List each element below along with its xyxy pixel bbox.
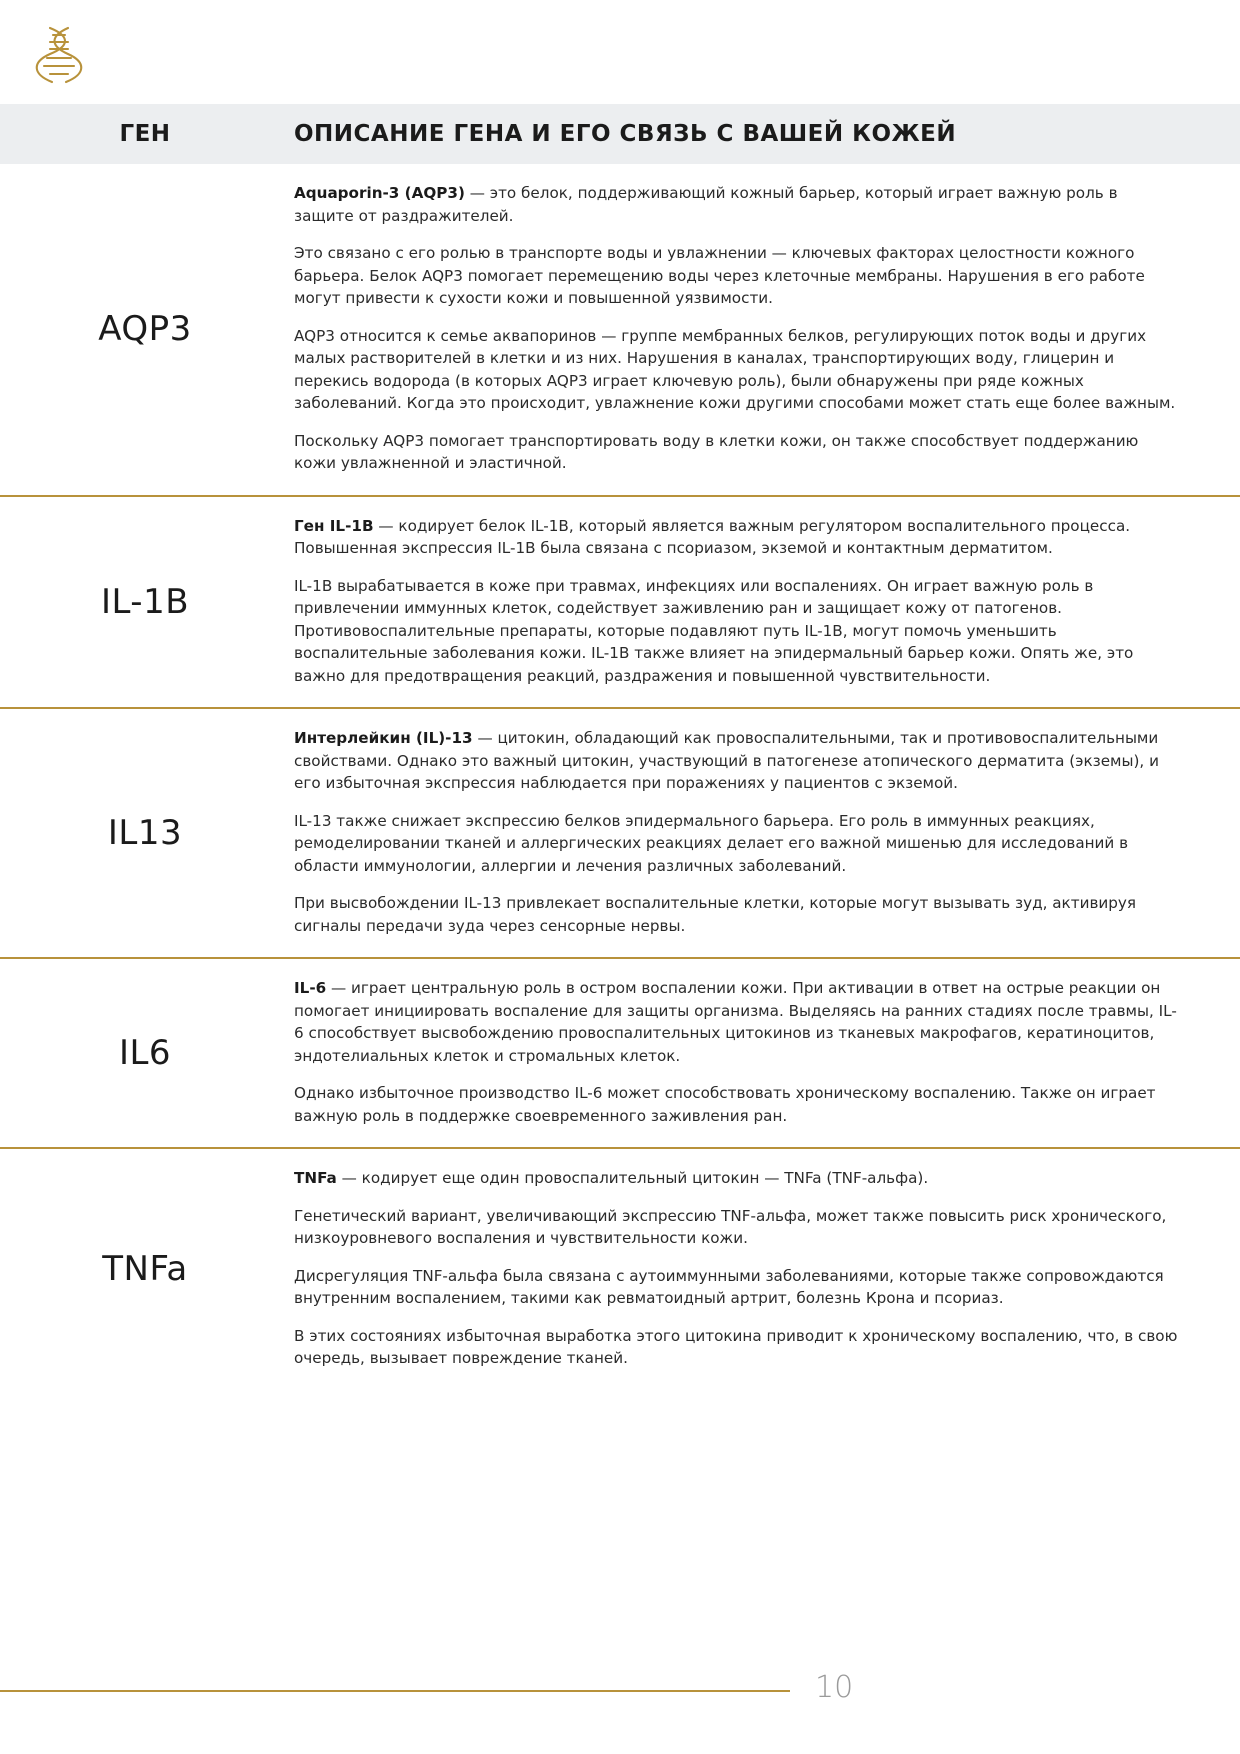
paragraph-text: AQP3 относится к семье аквапоринов — группе мембранных белков, регулирующих поток воды и других малых растворителей в клетки и из них. Нарушения в каналах, транспортирующих воду, глицерин и перекись водорода (в которых AQP3 играет ключевую роль), были обнаружены при ряде кожных заболеваний. Когда это происходит, увлажнение кожи другими способами может стать еще более важным. xyxy=(294,326,1176,412)
column-header-gene: ГЕН xyxy=(119,121,171,147)
page-footer xyxy=(0,1670,1240,1710)
description-paragraph xyxy=(294,977,1182,1067)
description-paragraph xyxy=(294,1167,1182,1190)
description-paragraph xyxy=(294,1325,1182,1370)
gene-table-body xyxy=(0,164,1240,1390)
table-row xyxy=(0,709,1240,959)
paragraph-text: В этих состояниях избыточная выработка этого цитокина приводит к хроническому воспалению, что, в свою очередь, вызывает повреждение тканей. xyxy=(294,1326,1178,1367)
gene-name: IL-1B xyxy=(100,581,190,622)
paragraph-text: IL-13 также снижает экспрессию белков эпидермального барьера. Его роль в иммунных реакциях, ремоделировании тканей и аллергических реакциях делает его важной мишенью для исследований в области иммунологии, аллергии и лечения различных заболеваний. xyxy=(294,811,1129,875)
description-paragraph xyxy=(294,1082,1182,1127)
paragraph-text: Дисрегуляция TNF-альфа была связана с аутоиммунными заболеваниями, которые также сопровождаются внутренним воспалением, такими как ревматоидный артрит, болезнь Крона и псориаз. xyxy=(294,1266,1164,1307)
gene-description xyxy=(290,1149,1240,1390)
page-number: 10 xyxy=(815,1670,854,1705)
paragraph-lead: Ген IL-1B xyxy=(294,516,374,535)
table-row xyxy=(0,959,1240,1149)
gene-name: TNFa xyxy=(102,1249,188,1290)
table-row xyxy=(0,1149,1240,1390)
gene-description xyxy=(290,164,1240,495)
paragraph-lead: IL-6 xyxy=(294,979,327,997)
paragraph-text: — кодирует еще один провоспалительный цитокин — TNFa (TNF-альфа). xyxy=(336,1169,929,1187)
gene-description xyxy=(290,959,1240,1147)
gene-description xyxy=(290,497,1240,708)
paragraph-lead: Интерлейкин (IL)-13 xyxy=(294,729,473,747)
table-header xyxy=(0,104,1240,164)
description-paragraph xyxy=(294,515,1182,560)
paragraph-text: Это связано с его ролью в транспорте воды и увлажнении — ключевых факторах целостности кожного барьера. Белок AQP3 помогает перемещению воды через клеточные мембраны. Нарушения в его работе могут привести к сухости кожи и повышенной уязвимости. xyxy=(294,244,1145,307)
description-paragraph xyxy=(294,430,1182,475)
description-paragraph xyxy=(294,727,1182,795)
footer-divider xyxy=(0,1690,790,1692)
paragraph-text: — это белок, поддерживающий кожный барьер, который играет важную роль в защите от раздражителей. xyxy=(294,184,1118,225)
paragraph-text: — кодирует белок IL-1B, который является важным регулятором воспалительного процесса. Повышенная экспрессия IL-1B была связана с псориазом, экземой и контактным дерматитом. xyxy=(294,516,1131,557)
gene-name: AQP3 xyxy=(98,309,192,350)
description-paragraph xyxy=(294,1265,1182,1310)
description-paragraph xyxy=(294,575,1182,688)
table-row xyxy=(0,164,1240,497)
paragraph-lead: TNFa xyxy=(294,1169,337,1187)
gene-name: IL13 xyxy=(107,813,183,853)
description-paragraph xyxy=(294,810,1182,878)
paragraph-text: Генетический вариант, увеличивающий экспрессию TNF-альфа, может также повысить риск хронического, низкоуровневого воспаления и чувствительности кожи. xyxy=(294,1206,1167,1247)
column-header-description: ОПИСАНИЕ ГЕНА И ЕГО СВЯЗЬ С ВАШЕЙ КОЖЕЙ xyxy=(294,121,957,147)
gene-description xyxy=(290,709,1240,957)
paragraph-text: При высвобождении IL-13 привлекает воспалительные клетки, которые могут вызывать зуд, активируя сигналы передачи зуда через сенсорные нервы. xyxy=(294,894,1137,935)
description-paragraph xyxy=(294,242,1182,310)
paragraph-text: IL-1B вырабатывается в коже при травмах, инфекциях или воспалениях. Он играет важную роль в привлечении иммунных клеток, содействует заживлению ран и защищает кожу от патогенов. Противовоспалительные препараты, которые подавляют путь IL-1B, могут помочь уменьшить воспалительные заболевания кожи. IL-1B также влияет на эпидермальный барьер кожи. Опять же, это важно для предотвращения реакций, раздражения и повышенной чувствительности. xyxy=(294,576,1134,685)
gene-name: IL6 xyxy=(118,1033,172,1073)
paragraph-text: Поскольку AQP3 помогает транспортировать воду в клетки кожи, он также способствует поддержанию кожи увлажненной и эластичной. xyxy=(294,431,1139,472)
table-row xyxy=(0,497,1240,710)
brand-logo xyxy=(30,22,90,88)
description-paragraph xyxy=(294,1205,1182,1250)
paragraph-lead: Aquaporin-3 (AQP3) xyxy=(294,184,465,202)
description-paragraph xyxy=(294,182,1182,227)
paragraph-text: — цитокин, обладающий как провоспалительными, так и противовоспалительными свойствами. Однако это важный цитокин, участвующий в патогенезе атопического дерматита (экземы), и его избыточная экспрессия наблюдается при поражениях у пациентов с экземой. xyxy=(294,729,1159,792)
paragraph-text: — играет центральную роль в остром воспалении кожи. При активации в ответ на острые реакции он помогает инициировать воспаление для защиты организма. Выделяясь на ранних стадиях после травмы, IL-6 способствует высвобождению провоспалительных цитокинов из тканевых макрофагов, кератиноцитов, эндотелиальных клеток и стромальных клеток. xyxy=(294,979,1177,1065)
paragraph-text: Однако избыточное производство IL-6 может способствовать хроническому воспалению. Также он играет важную роль в поддержке своевременного заживления ран. xyxy=(294,1084,1156,1125)
description-paragraph xyxy=(294,325,1182,415)
description-paragraph xyxy=(294,892,1182,937)
